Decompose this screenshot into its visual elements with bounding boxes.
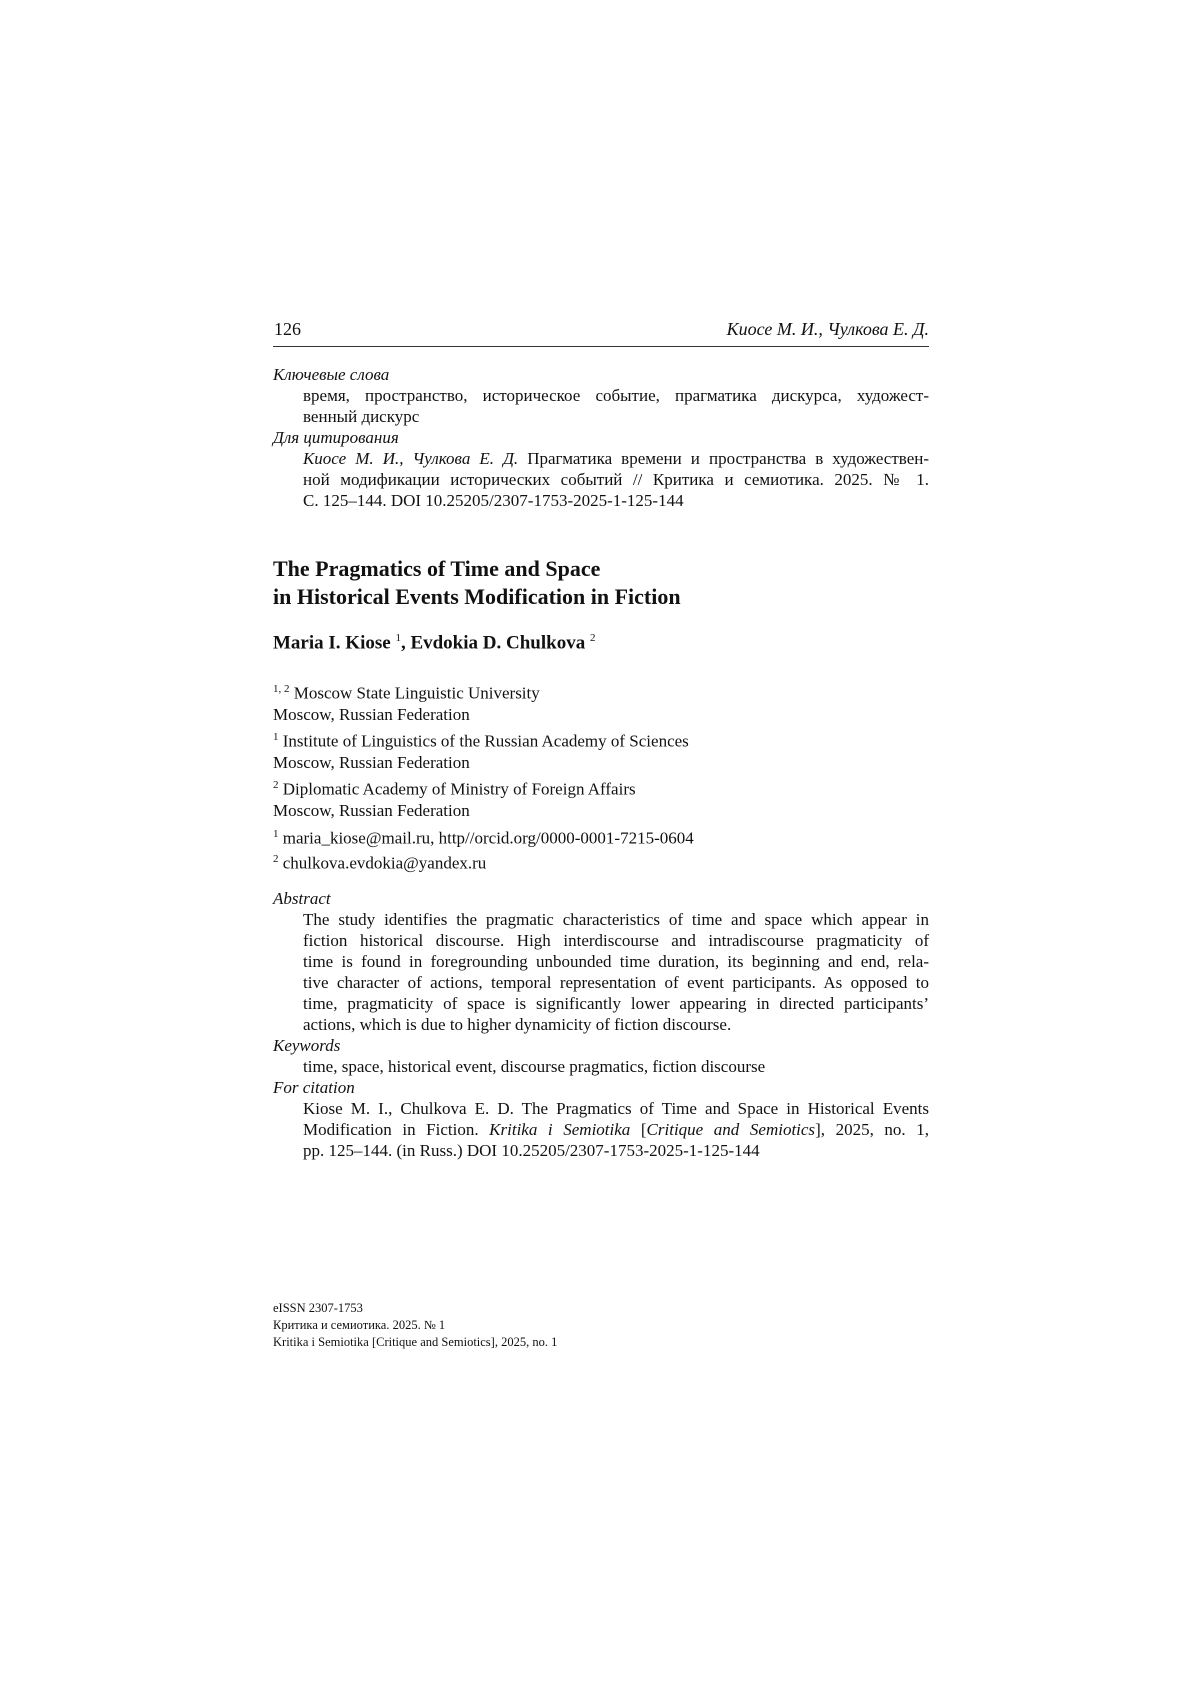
affiliation [273, 727, 689, 773]
abstract-line: time is found in foregrounding unbounded time duration, its beginning and end, rela- [303, 952, 929, 971]
en-citation-issue: ], 2025, no. 1, [815, 1120, 929, 1139]
title-line: in Historical Events Modification in Fiction [273, 584, 681, 609]
ru-keywords-line: венный дискурс [303, 407, 420, 426]
running-authors: Киосе М. И., Чулкова Е. Д. [726, 319, 929, 339]
affiliation-marker: 1, 2 [273, 683, 290, 695]
abstract-line: tive character of actions, temporal representation of event participants. As opposed to [303, 973, 929, 992]
author-affiliation-marker: 2 [589, 632, 596, 644]
contact-marker: 1 [273, 828, 279, 840]
page-footer [273, 1300, 557, 1351]
ru-keywords-text [303, 385, 929, 427]
abstract-label: Abstract [273, 889, 331, 908]
abstract-block [273, 888, 929, 1161]
affiliation-city: Moscow, Russian Federation [273, 752, 470, 772]
running-header [273, 318, 929, 347]
en-citation-label: For citation [273, 1078, 355, 1097]
en-citation-line [303, 1119, 929, 1140]
contact-marker: 2 [273, 852, 279, 865]
contact-list [273, 824, 694, 873]
article-title [273, 555, 681, 611]
ru-citation-line: С. 125–144. DOI 10.25205/2307-1753-2025-1-125-144 [303, 491, 684, 510]
en-citation-line: Kiose M. I., Chulkova E. D. The Pragmatics of Time and Space in Historical Events [303, 1099, 929, 1118]
en-citation-journal-en: Critique and Semiotics [646, 1120, 816, 1139]
affiliation-marker: 1 [273, 731, 279, 743]
author-name: Maria I. Kiose [273, 632, 391, 654]
footer-journal-en: Kritika i Semiotika [Critique and Semiotics], 2025, no. 1 [273, 1335, 558, 1349]
affiliation [273, 775, 636, 821]
affiliation-city: Moscow, Russian Federation [273, 704, 470, 724]
contact-item [273, 849, 694, 874]
ru-keywords-label: Ключевые слова [273, 365, 390, 384]
abstract-line: The study identifies the pragmatic characteristics of time and space which appear in [303, 910, 929, 929]
ru-citation-line [303, 448, 929, 469]
ru-citation-label: Для цитирования [273, 428, 399, 447]
abstract-line: time, pragmaticity of space is significantly lower appearing in directed participants’ [303, 994, 929, 1013]
en-citation-line: pp. 125–144. (in Russ.) DOI 10.25205/2307-1753-2025-1-125-144 [303, 1141, 760, 1160]
affiliation-name: Moscow State Linguistic University [293, 683, 540, 703]
page-number: 126 [274, 319, 301, 339]
footer-eissn: eISSN 2307-1753 [273, 1301, 363, 1315]
author-separator: , [400, 632, 411, 654]
affiliation-city: Moscow, Russian Federation [273, 800, 470, 820]
ru-citation-authors: Киосе М. И., Чулкова Е. Д. [303, 449, 519, 468]
author-affiliation-marker: 1 [395, 632, 401, 644]
ru-citation-title-start: Прагматика времени и пространства в художествен- [518, 449, 930, 468]
affiliation [273, 679, 540, 725]
en-citation-title-end: Modification in Fiction. [303, 1120, 490, 1139]
affiliation-name: Diplomatic Academy of Ministry of Foreign Affairs [282, 779, 636, 799]
ru-keywords-line: время, пространство, историческое событие, прагматика дискурса, художест- [303, 386, 929, 405]
abstract-text [303, 909, 929, 1035]
en-keywords-line: time, space, historical event, discourse pragmatics, fiction discourse [303, 1057, 766, 1076]
abstract-line: fiction historical discourse. High interdiscourse and intradiscourse pragmaticity of [303, 931, 929, 950]
footer-journal-ru: Критика и семиотика. 2025. № 1 [273, 1318, 446, 1332]
ru-keywords-block [273, 364, 929, 511]
author-name: Evdokia D. Chulkova [410, 632, 586, 654]
ru-citation-text [303, 448, 929, 511]
author-list [273, 632, 595, 654]
en-keywords-label: Keywords [273, 1036, 341, 1055]
title-line: The Pragmatics of Time and Space [273, 556, 601, 581]
en-keywords-text [303, 1056, 929, 1077]
contact-text[interactable]: chulkova.evdokia@yandex.ru [282, 853, 487, 873]
en-citation-bracket: [ [630, 1120, 647, 1139]
en-citation-journal: Kritika i Semiotika [489, 1120, 631, 1139]
abstract-line: actions, which is due to higher dynamicity of fiction discourse. [303, 1015, 732, 1034]
en-citation-text [303, 1098, 929, 1161]
affiliation-marker: 2 [273, 779, 279, 791]
contact-text[interactable]: maria_kiose@mail.ru, http//orcid.org/0000-0001-7215-0604 [282, 828, 694, 848]
contact-item [273, 824, 694, 849]
ru-citation-line: ной модификации исторических событий // Критика и семиотика. 2025. № 1. [303, 470, 929, 489]
affiliation-name: Institute of Linguistics of the Russian Academy of Sciences [282, 731, 689, 751]
